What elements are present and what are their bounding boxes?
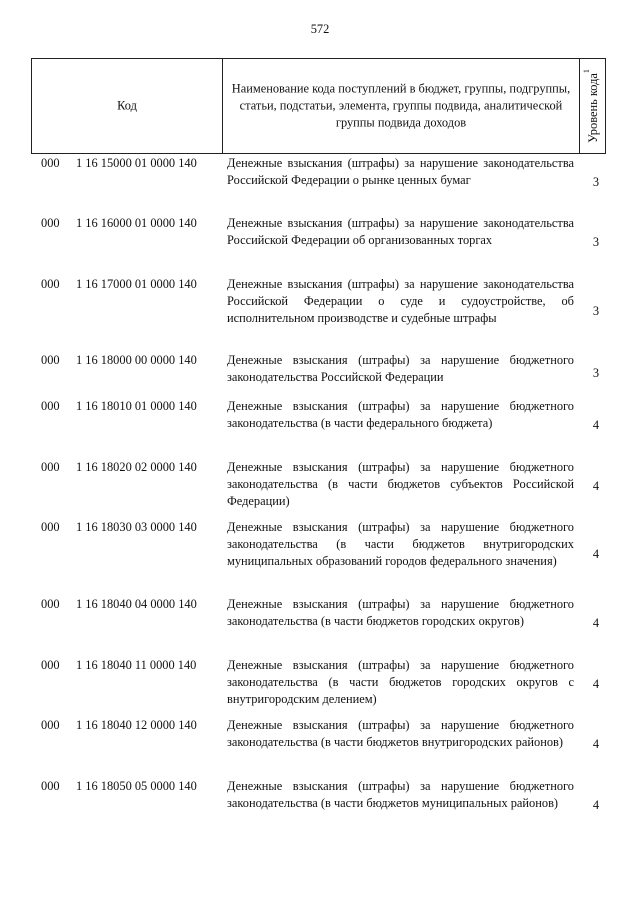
row-income-code: 1 16 18030 03 0000 140	[76, 520, 197, 534]
row-income-name: Денежные взыскания (штрафы) за нарушение бюджетного законодательства (в части бюджетов внутригородских районов)	[227, 718, 574, 749]
row-income-code: 1 16 18040 11 0000 140	[76, 658, 197, 672]
header-level-cell	[580, 59, 605, 153]
row-income-code: 1 16 18020 02 0000 140	[76, 460, 197, 474]
row-code-level: 3	[592, 366, 600, 380]
row-income-name: Денежные взыскания (штрафы) за нарушение бюджетного законодательства (в части бюджетов муниципальных районов)	[227, 779, 574, 810]
row-income-name: Денежные взыскания (штрафы) за нарушение бюджетного законодательства (в части бюджетов городских округов)	[227, 597, 574, 628]
row-income-code: 1 16 16000 01 0000 140	[76, 216, 197, 230]
row-income-code: 1 16 18000 00 0000 140	[76, 353, 197, 367]
row-code-level: 3	[592, 175, 600, 189]
row-admin-code: 000	[41, 779, 60, 793]
header-level-label	[581, 69, 600, 143]
row-income-name: Денежные взыскания (штрафы) за нарушение бюджетного законодательства (в части федерального бюджета)	[227, 399, 574, 430]
row-income-name: Денежные взыскания (штрафы) за нарушение бюджетного законодательства (в части бюджетов городских округов с внутригородским делением)	[227, 658, 574, 706]
row-code-level: 4	[592, 547, 600, 561]
header-name-label: Наименование кода поступлений в бюджет, группы, подгруппы, статьи, подстатьи, элемента, группы подвида, аналитической группы подвида доходов	[231, 81, 571, 130]
table-header	[31, 58, 606, 154]
row-admin-code: 000	[41, 460, 60, 474]
row-code-level: 3	[592, 235, 600, 249]
row-income-name: Денежные взыскания (штрафы) за нарушение законодательства Российской Федерации о суде и судоустройстве, об исполнительном производстве и судебные штрафы	[227, 277, 574, 325]
row-admin-code: 000	[41, 399, 60, 413]
page-number: 572	[310, 22, 330, 36]
row-income-code: 1 16 18040 04 0000 140	[76, 597, 197, 611]
row-income-code: 1 16 15000 01 0000 140	[76, 156, 197, 170]
header-level-text: Уровень кода	[585, 73, 600, 143]
header-code-cell	[32, 59, 223, 153]
row-income-name: Денежные взыскания (штрафы) за нарушение бюджетного законодательства (в части бюджетов субъектов Российской Федерации)	[227, 460, 574, 508]
row-income-code: 1 16 17000 01 0000 140	[76, 277, 197, 291]
row-code-level: 4	[592, 616, 600, 630]
header-level-footnote: 1	[581, 69, 591, 74]
row-code-level: 3	[592, 304, 600, 318]
row-admin-code: 000	[41, 718, 60, 732]
row-admin-code: 000	[41, 520, 60, 534]
row-code-level: 4	[592, 737, 600, 751]
row-income-name: Денежные взыскания (штрафы) за нарушение бюджетного законодательства (в части бюджетов внутригородских муниципальных образований городов федерального значения)	[227, 520, 574, 568]
row-admin-code: 000	[41, 156, 60, 170]
row-income-code: 1 16 18050 05 0000 140	[76, 779, 197, 793]
row-admin-code: 000	[41, 216, 60, 230]
header-code-label: Код	[117, 98, 137, 113]
row-income-code: 1 16 18040 12 0000 140	[76, 718, 197, 732]
row-income-name: Денежные взыскания (штрафы) за нарушение бюджетного законодательства Российской Федерации	[227, 353, 574, 384]
header-name-cell	[223, 59, 580, 153]
row-code-level: 4	[592, 479, 600, 493]
row-code-level: 4	[592, 677, 600, 691]
row-income-code: 1 16 18010 01 0000 140	[76, 399, 197, 413]
row-admin-code: 000	[41, 277, 60, 291]
row-income-name: Денежные взыскания (штрафы) за нарушение законодательства Российской Федерации о рынке ценных бумаг	[227, 156, 574, 187]
row-admin-code: 000	[41, 597, 60, 611]
row-income-name: Денежные взыскания (штрафы) за нарушение законодательства Российской Федерации об организованных торгах	[227, 216, 574, 247]
row-code-level: 4	[592, 418, 600, 432]
row-admin-code: 000	[41, 353, 60, 367]
row-code-level: 4	[592, 798, 600, 812]
row-admin-code: 000	[41, 658, 60, 672]
